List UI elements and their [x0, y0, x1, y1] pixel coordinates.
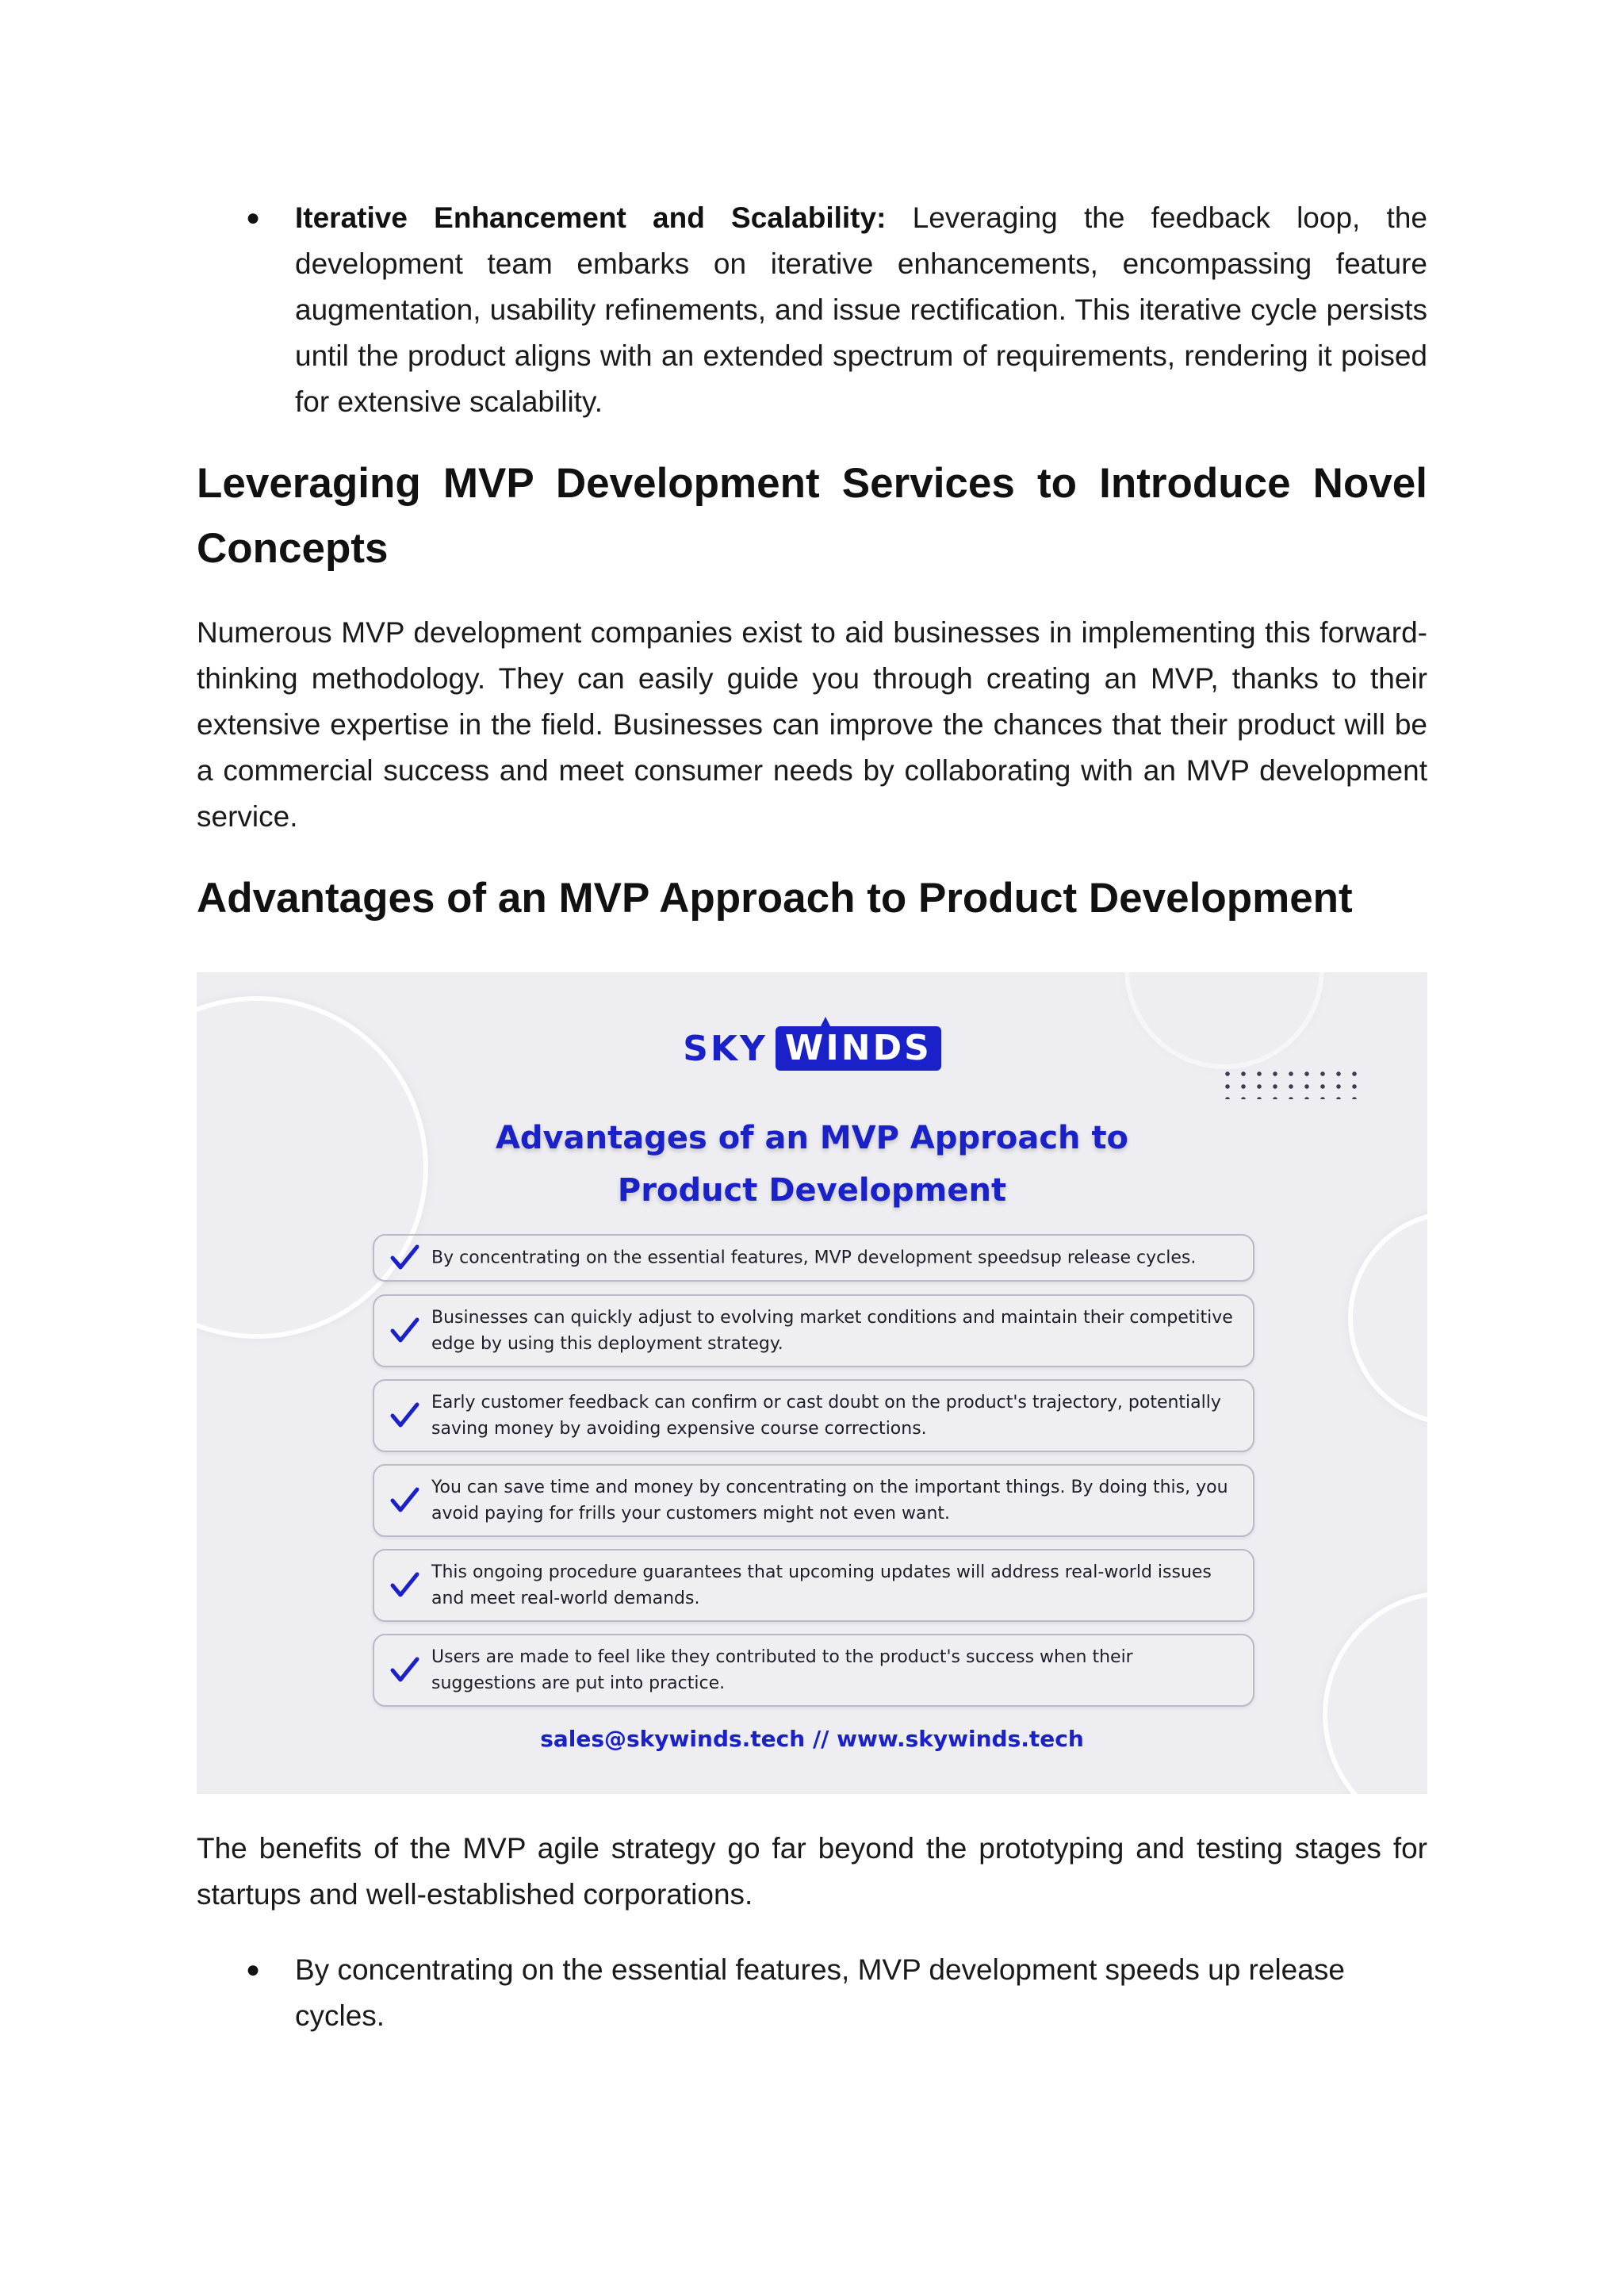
- dot-grid-decoration: [1220, 1068, 1359, 1099]
- advantages-infographic: [197, 972, 1427, 1794]
- bullet-body: Leveraging the feedback loop, the development team embarks on iterative enhancements, encompassing feature augmentation, usability refinements, and issue rectification. This iterative cycle persists until the product aligns with an extended spectrum of requirements, rendering it poised for extensive scalability.: [295, 201, 1427, 418]
- bullet-dot: ●: [246, 205, 261, 231]
- logo-winds-label: WINDS: [784, 1028, 932, 1068]
- advantage-card: [373, 1464, 1254, 1537]
- advantage-card: [373, 1634, 1254, 1707]
- skywinds-logo: [197, 1026, 1427, 1071]
- infographic-title-line2: Product Development: [617, 1172, 1007, 1209]
- bullet-release-cycles: By concentrating on the essential features, MVP development speeds up release cycles.: [295, 1953, 1345, 2032]
- advantage-card: [373, 1549, 1254, 1622]
- advantage-text: Businesses can quickly adjust to evolving market conditions and maintain their competitive edge by using this deployment strategy.: [431, 1308, 1233, 1354]
- check-icon: [389, 1315, 420, 1347]
- decorative-ring: [1348, 1210, 1427, 1426]
- paragraph-mvp-companies: Numerous MVP development companies exist to aid businesses in implementing this forward-thinking methodology. They can easily guide you through creating an MVP, thanks to their extensive expertise in the field. Businesses can improve the chances that their product will be a commercial success and meet consumer needs by collaborating with an MVP development service.: [197, 616, 1427, 833]
- advantage-text: By concentrating on the essential features, MVP development speedsup release cycles.: [431, 1248, 1197, 1268]
- decorative-ring: [1323, 1591, 1427, 1794]
- advantage-text: Early customer feedback can confirm or cast doubt on the product's trajectory, potentially saving money by avoiding expensive course corrections.: [431, 1393, 1221, 1439]
- paragraph-mvp-benefits: The benefits of the MVP agile strategy go far beyond the prototyping and testing stages for startups and well-established corporations.: [197, 1832, 1427, 1911]
- infographic-title-line1: Advantages of an MVP Approach to: [495, 1120, 1129, 1156]
- advantage-card: [373, 1379, 1254, 1452]
- logo-arrow-icon: [820, 1017, 831, 1028]
- advantage-text: You can save time and money by concentrating on the important things. By doing this, you avoid paying for frills your customers might not even want.: [431, 1478, 1228, 1524]
- logo-sky-text: SKY: [683, 1028, 768, 1069]
- logo-winds-text: [776, 1026, 941, 1071]
- infographic-contact-line: sales@skywinds.tech // www.skywinds.tech: [540, 1726, 1084, 1752]
- advantage-card: [373, 1234, 1254, 1282]
- section-heading-leveraging: Leveraging MVP Development Services to Introduce Novel Concepts: [197, 460, 1427, 572]
- advantage-text: Users are made to feel like they contributed to the product's success when their suggestions are put into practice.: [431, 1647, 1133, 1693]
- check-icon: [389, 1570, 420, 1601]
- check-icon: [389, 1242, 420, 1274]
- check-icon: [389, 1485, 420, 1516]
- advantage-card: [373, 1294, 1254, 1367]
- section-heading-advantages: Advantages of an MVP Approach to Product Development: [197, 875, 1353, 922]
- check-icon: [389, 1400, 420, 1432]
- bullet-iterative-enhancement: [295, 195, 1427, 425]
- check-icon: [389, 1654, 420, 1686]
- bullet-bold-lead: Iterative Enhancement and Scalability:: [295, 201, 887, 234]
- bullet-dot: ●: [246, 1957, 261, 1983]
- advantage-text: This ongoing procedure guarantees that upcoming updates will address real-world issues and meet real-world demands.: [431, 1562, 1212, 1608]
